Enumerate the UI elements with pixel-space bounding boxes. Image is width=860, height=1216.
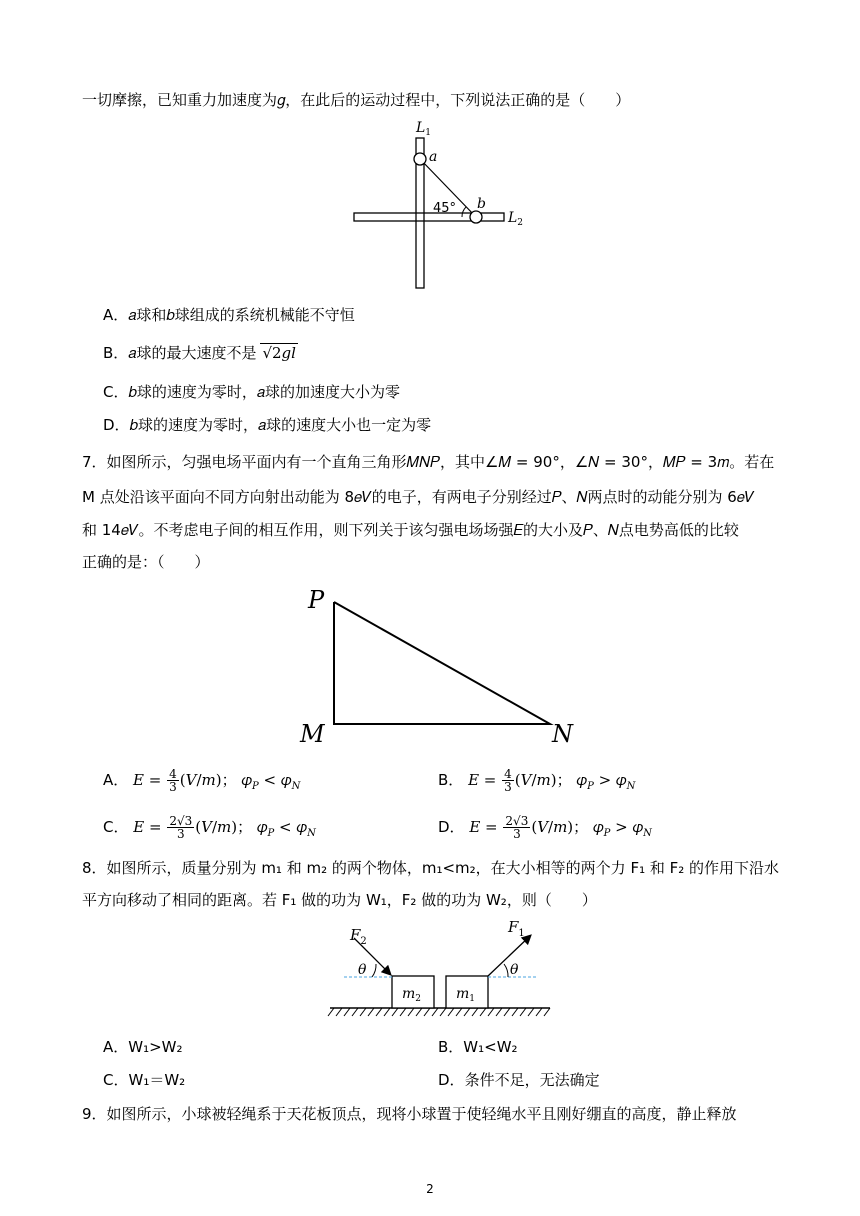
q6-option-c: C．𝑏球的速度为零时，𝑎球的加速度大小为零: [103, 383, 401, 401]
label-L1: $L_1$: [416, 120, 432, 138]
sqrt-expression: √2𝑔𝑙: [262, 344, 296, 362]
q6-figure: [340, 118, 540, 290]
label-P: P: [308, 586, 325, 614]
q7-line4: 正确的是：（ ）: [82, 553, 210, 571]
q7-option-b: B． 𝐸 = $\frac{4}{3}$ (𝑉/𝑚)； 𝜑$_𝑃$ > 𝜑$_𝑁$: [438, 767, 636, 794]
q8-blocks-figure: [328, 918, 552, 1022]
label-45deg: 45°: [433, 201, 457, 216]
q9-line1: 9．如图所示，小球被轻绳系于天花板顶点，现将小球置于使轻绳水平且刚好绷直的高度，静止释放: [82, 1105, 737, 1123]
q6-option-d: D．𝑏球的速度为零时，𝑎球的速度大小也一定为零: [103, 416, 432, 434]
label-b: b: [477, 196, 486, 212]
q8-option-b: B．W₁<W₂: [438, 1038, 518, 1056]
q8-option-c: C．W₁＝W₂: [103, 1071, 186, 1089]
label-F2: $F_2$: [350, 926, 367, 947]
q7-option-a: A． 𝐸 = $\frac{4}{3}$ (𝑉/𝑚)； 𝜑$_𝑃$ < 𝜑$_𝑁$: [103, 767, 301, 794]
q7-line3: 和 14𝑒𝑉。不考虑电子间的相互作用，则下列关于该匀强电场场强𝐸的大小及𝑃、𝑁点电势高低的比较: [82, 521, 739, 539]
page-number: 2: [426, 1182, 434, 1196]
ball-a: [414, 153, 426, 165]
q7-triangle-figure: [296, 584, 586, 748]
label-N: N: [552, 720, 573, 748]
label-theta-right: θ: [510, 962, 519, 978]
q6-option-a: A．𝑎球和𝑏球组成的系统机械能不守恒: [103, 306, 355, 324]
q6-option-b: B．𝑎球的最大速度不是 √2𝑔𝑙: [103, 344, 296, 362]
label-m2: $m_2$: [402, 986, 422, 1004]
label-theta-left: θ: [358, 962, 367, 978]
q8-line1: 8．如图所示，质量分别为 m₁ 和 m₂ 的两个物体，m₁<m₂，在大小相等的两个力 F₁ 和 F₂ 的作用下沿水: [82, 859, 780, 877]
label-a: a: [429, 149, 438, 165]
q6-intro: 一切摩擦，已知重力加速度为𝑔，在此后的运动过程中，下列说法正确的是（ ）: [82, 91, 631, 109]
q7-option-d: D． 𝐸 = $\frac{2√3}{3}$ (𝑉/𝑚)； 𝜑$_𝑃$ > 𝜑$_𝑁$: [438, 814, 652, 841]
q7-line1: 7．如图所示，匀强电场平面内有一个直角三角形𝑀𝑁𝑃，其中∠𝑀 = 90°，∠𝑁 = 30°，𝑀𝑃 = 3𝑚。若在: [82, 453, 775, 471]
ball-b: [470, 211, 482, 223]
q8-line2: 平方向移动了相同的距离。若 F₁ 做的功为 W₁，F₂ 做的功为 W₂，则（ ）: [82, 891, 597, 909]
q7-line2: M 点处沿该平面向不同方向射出动能为 8𝑒𝑉的电子，有两电子分别经过𝑃、𝑁两点时的动能分别为 6𝑒𝑉: [82, 488, 755, 506]
label-F1: $F_1$: [508, 918, 525, 939]
q7-option-c: C． 𝐸 = $\frac{2√3}{3}$ (𝑉/𝑚)； 𝜑$_𝑃$ < 𝜑$_𝑁$: [103, 814, 316, 841]
label-L2: $L_2$: [508, 210, 524, 228]
label-m1: $m_1$: [456, 986, 476, 1004]
q8-option-d: D．条件不足，无法确定: [438, 1071, 600, 1089]
label-M: M: [300, 720, 325, 748]
q8-option-a: A．W₁>W₂: [103, 1038, 183, 1056]
